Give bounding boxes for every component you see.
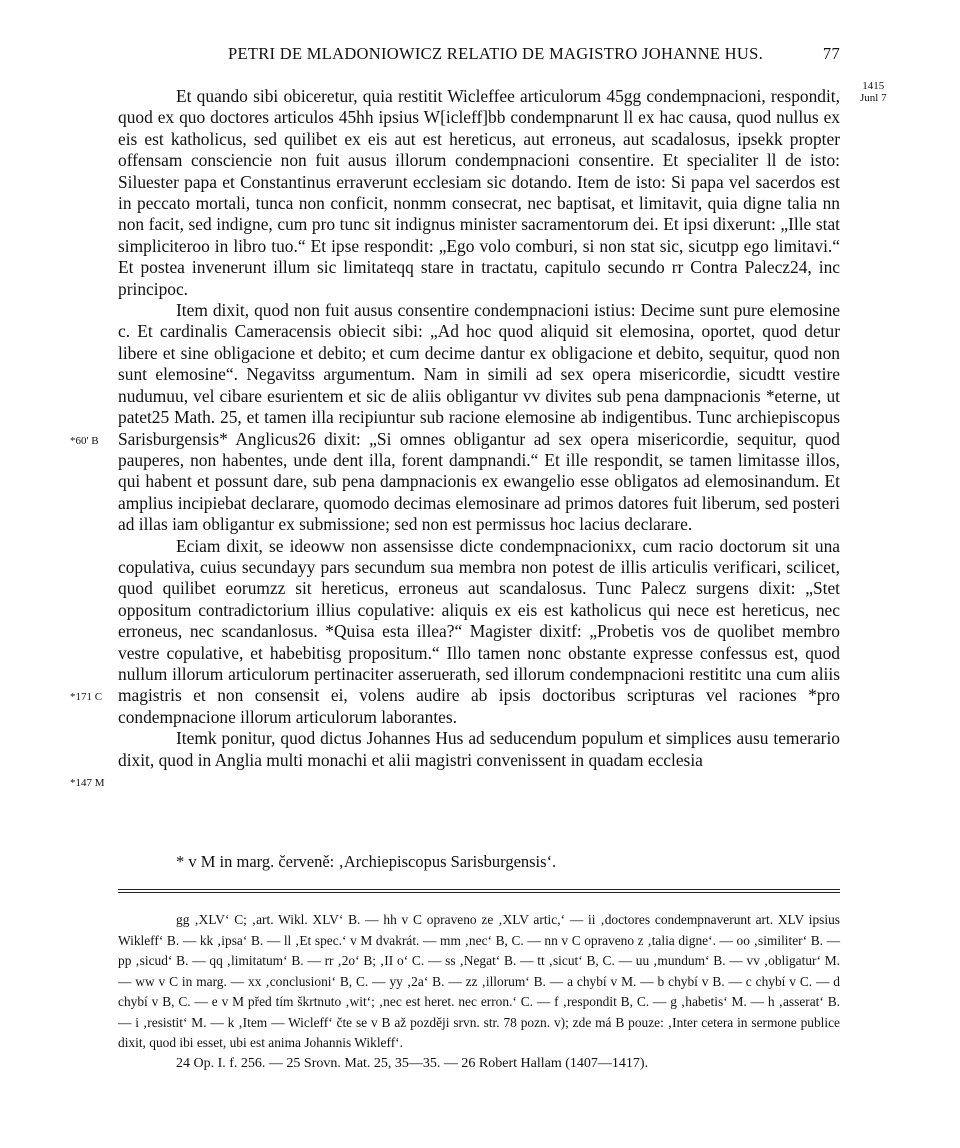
marginal-footnote: * v M in marg. červeně: ‚Archiepiscopus Sarisburgensis‘. — [176, 852, 557, 871]
margin-ref-1: *60' B — [70, 435, 99, 447]
apparatus-text: gg ‚XLV‘ C; ‚art. Wikl. XLV‘ B. — hh v C opraveno ze ‚XLV artic,‘ — ii ‚doctores condempnaverunt art. XLV ipsius Wikleff‘ B. — kk ‚ipsa‘ B. — ll ‚Et spec.‘ v M dvakrát. — mm ‚nec‘ B, C. — nn v C opraveno z ‚talia digne‘. — oo ‚similiter‘ B. — pp ‚sicud‘ B. — qq ‚limitatum‘ B. — rr ‚2o‘ B; ‚II o‘ C. — ss ‚Negat‘ B. — tt ‚sicut‘ B, C. — uu ‚mundum‘ B. — vv ‚obligatur‘ M. — ww v C in marg. — xx ‚conclusioni‘ B, C. — yy ‚2a‘ B. — zz ‚illorum‘ B. — a chybí v M. — b chybí v B. — c chybí v C. — d chybí v B, C. — e v M před tím škrtnuto ‚wit‘; ‚nec est heret. nec erron.‘ C. — f ‚respondit B, C. — g ‚habetis‘ M. — h ‚asserat‘ B. — i ‚resistit‘ M. — k ‚Item — Wicleff‘ čte se v B až později srvn. str. 78 pozn. v); zde má B pouze: ‚Inter cetera in sermone publice dixit, quod ibi esset, ubi est anima Johannis Wikleff‘. — [118, 912, 840, 1050]
paragraph-3: Eciam dixit, se ideoww non assensisse dicte condempnacionixx, cum racio doctorum sit una copulativa, cuius secundayy pars secundum sua membra non potest de illis articulis verificari, scilicet, quod quilibet eorumzz sit hereticus, erroneus aut scandalosus. Tunc Palecz surgens dixit: „Stet oppositum contradictorium illius copulative: aliquis ex eis est katholicus qui nece est hereticus, nec erroneus, nec scandanlosus. *Quisa esta illea?“ Magister dixitf: „Probetis vos de quolibet membro vestre copulative, et habebitisg propositum.“ Illo tamen nonc obstante expresse confessus est, quod nullum illorum articulorum pertinaciter asseruerath, sed illorum condempnacioni restititc una cum aliis magistris et non consensit ei, volens audire ab ipsis doctoribus scripturas vel raciones *pro condempnacione illorum articulorum laborantes. — [118, 535, 840, 727]
margin-ref-3: *147 M — [70, 777, 105, 789]
paragraph-2: Item dixit, quod non fuit ausus consentire condempnacioni istius: Decime sunt pure elemosine c. Et cardinalis Cameracensis obiecit sibi: „Ad hoc quod aliquid sit elemosina, oportet, quod detur libere et sine obligacione et debito; et cum decime dantur ex obligacione et debito, sequitur, quod non sunt elemosine“. Negavitss argumentum. Nam in simili ad sex opera misericordie, sicudtt vestire nudumuu, vel cibare esurientem et sic de aliis obligantur vv divites sub pena dampnacionis *eterne, ut patet25 Math. 25, et tamen illa recipiuntur sub racione elemosine ab indigentibus. Tunc archiepiscopus Sarisburgensis* Anglicus26 dixit: „Si omnes obligantur ad sex opera misericordie, sequitur, quod pauperes, non habentes, unde dent illa, forent dampnandi.“ Et ille respondit, se tamen limitasse illos, qui habent et possunt dare, sub pena dampnacionis ex ewangelio esse obligatos ad elemosinandum. Et amplius incipiebat declarare, quomodo decimas elemosinare ad primos datores fuit liberum, sed posteri ad illas iam obligantur ex submissione; sed non est permissus hoc lacius declarare. — [118, 300, 840, 535]
main-text — [118, 86, 840, 771]
margin-day: Junl 7 — [860, 92, 887, 104]
source-notes: 24 Op. I. f. 256. — 25 Srovn. Mat. 25, 35—35. — 26 Robert Hallam (1407—1417). — [176, 1056, 649, 1071]
paragraph-1: Et quando sibi obiceretur, quia restitit Wicleffee articulorum 45gg condempnacioni, respondit, quod ex quo doctores articulos 45hh ipsius W[icleff]bb condempnarunt ll ex hac causa, quod nullus ex eis est katholicus, sed quilibet ex eis aut est hereticus, aut erroneus, aut scadalosus, ipsekk propter offensam consciencie non fuit ausus illorum condempnacioni consentire. Et specialiter ll de isto: Siluester papa et Constantinus erraverunt ecclesiam sic dotando. Item de isto: Si papa vel sacerdos est in peccato mortali, tunca non conficit, nonmm consecrat, nec baptisat, et limitavit, quia digne talia nn non facit, sed indigne, cum pro tunc sit indignus minister sacramentorum dei. Et ipsi dixerunt: „Ille stat simpliciteroo in libro tuo.“ Et ipse respondit: „Ego volo comburi, si non stat sic, sicutpp ego limitavi.“ Et postea invenerunt illum sic limitateqq stare in tractatu, capitulo secundo rr Contra Palecz24, inc principoc. — [118, 86, 840, 299]
running-title: PETRI DE MLADONIOWICZ RELATIO DE MAGISTRO JOHANNE HUS. — [228, 44, 763, 63]
margin-year: 1415 — [862, 80, 885, 92]
page-number: 77 — [822, 44, 840, 63]
footnote-rule-1 — [118, 889, 840, 890]
footnote-rule-2 — [118, 892, 840, 893]
margin-ref-2: *171 C — [70, 691, 103, 703]
margin-date — [860, 80, 887, 104]
paragraph-4: Itemk ponitur, quod dictus Johannes Hus ad seducendum populum et simplices ausu temerario dixit, quod in Anglia multi monachi et alii magistri convenissent in quadam ecclesia — [118, 728, 840, 770]
critical-apparatus — [118, 910, 840, 1054]
